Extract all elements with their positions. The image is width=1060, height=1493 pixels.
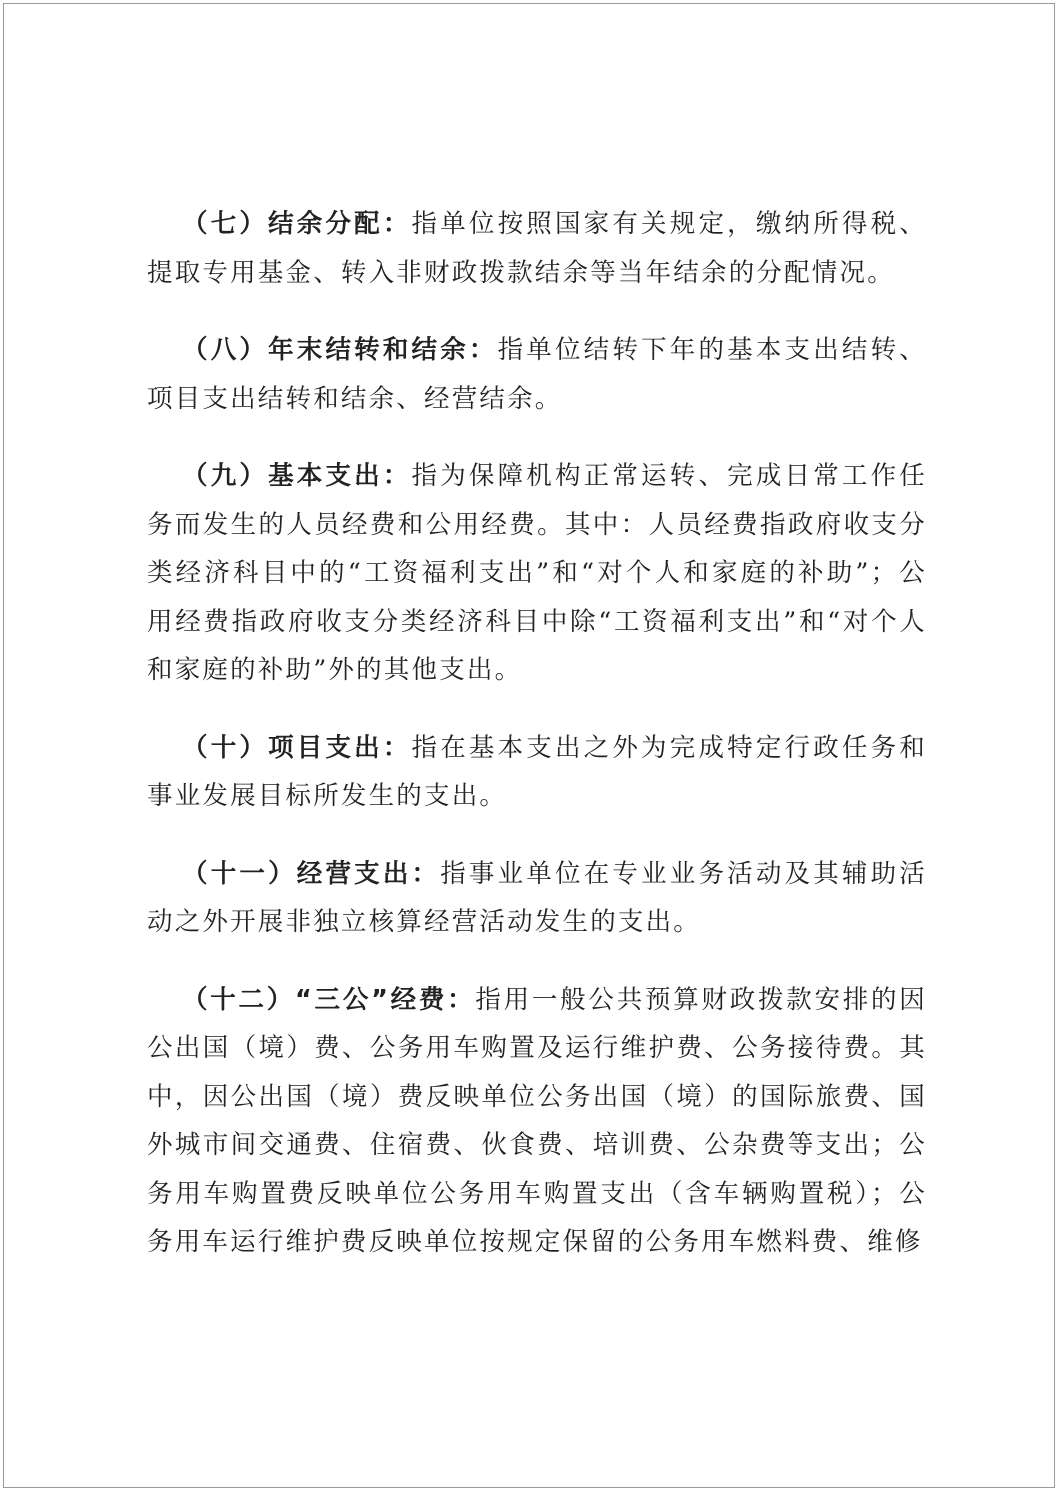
- definition-year-end-carryover: 指单位结转下年的基本支出结转、项目支出结转和结余、经营结余。: [147, 335, 927, 414]
- term-year-end-carryover: （八）年末结转和结余：: [182, 335, 498, 365]
- paragraph-operating-expenditure: [147, 850, 927, 947]
- definition-operating-expenditure: 指事业单位在专业业务活动及其辅助活动之外开展非独立核算经营活动发生的支出。: [147, 858, 927, 937]
- term-basic-expenditure: （九）基本支出：: [182, 461, 412, 491]
- term-surplus-distribution: （七）结余分配：: [182, 209, 412, 239]
- paragraph-basic-expenditure: [147, 452, 927, 695]
- paragraph-surplus-distribution: [147, 200, 927, 297]
- paragraph-year-end-carryover: [147, 326, 927, 423]
- definition-basic-expenditure: 指为保障机构正常运转、完成日常工作任务而发生的人员经费和公用经费。其中：人员经费指政府收支分类经济科目中的“工资福利支出”和“对个人和家庭的补助”；公用经费指政府收支分类经济科目中除“工资福利支出”和“对个人和家庭的补助”外的其他支出。: [147, 461, 927, 685]
- definition-three-public-expenses: 指用一般公共预算财政拨款安排的因公出国（境）费、公务用车购置及运行维护费、公务接待费。其中，因公出国（境）费反映单位公务出国（境）的国际旅费、国外城市间交通费、住宿费、伙食费、培训费、公杂费等支出；公务用车购置费反映单位公务用车购置支出（含车辆购置税）；公务用车运行维护费反映单位按规定保留的公务用车燃料费、维修: [147, 984, 927, 1257]
- paragraph-project-expenditure: [147, 724, 927, 821]
- term-operating-expenditure: （十一）经营支出：: [182, 858, 441, 889]
- document-page: [3, 3, 1055, 1488]
- term-three-public-expenses: （十二）“三公”经费：: [182, 984, 476, 1015]
- term-project-expenditure: （十）项目支出：: [182, 732, 412, 763]
- paragraph-three-public-expenses: [147, 976, 927, 1267]
- definition-project-expenditure: 指在基本支出之外为完成特定行政任务和事业发展目标所发生的支出。: [147, 732, 927, 811]
- definition-surplus-distribution: 指单位按照国家有关规定，缴纳所得税、提取专用基金、转入非财政拨款结余等当年结余的分配情况。: [147, 209, 927, 288]
- document-body: [147, 200, 927, 1296]
